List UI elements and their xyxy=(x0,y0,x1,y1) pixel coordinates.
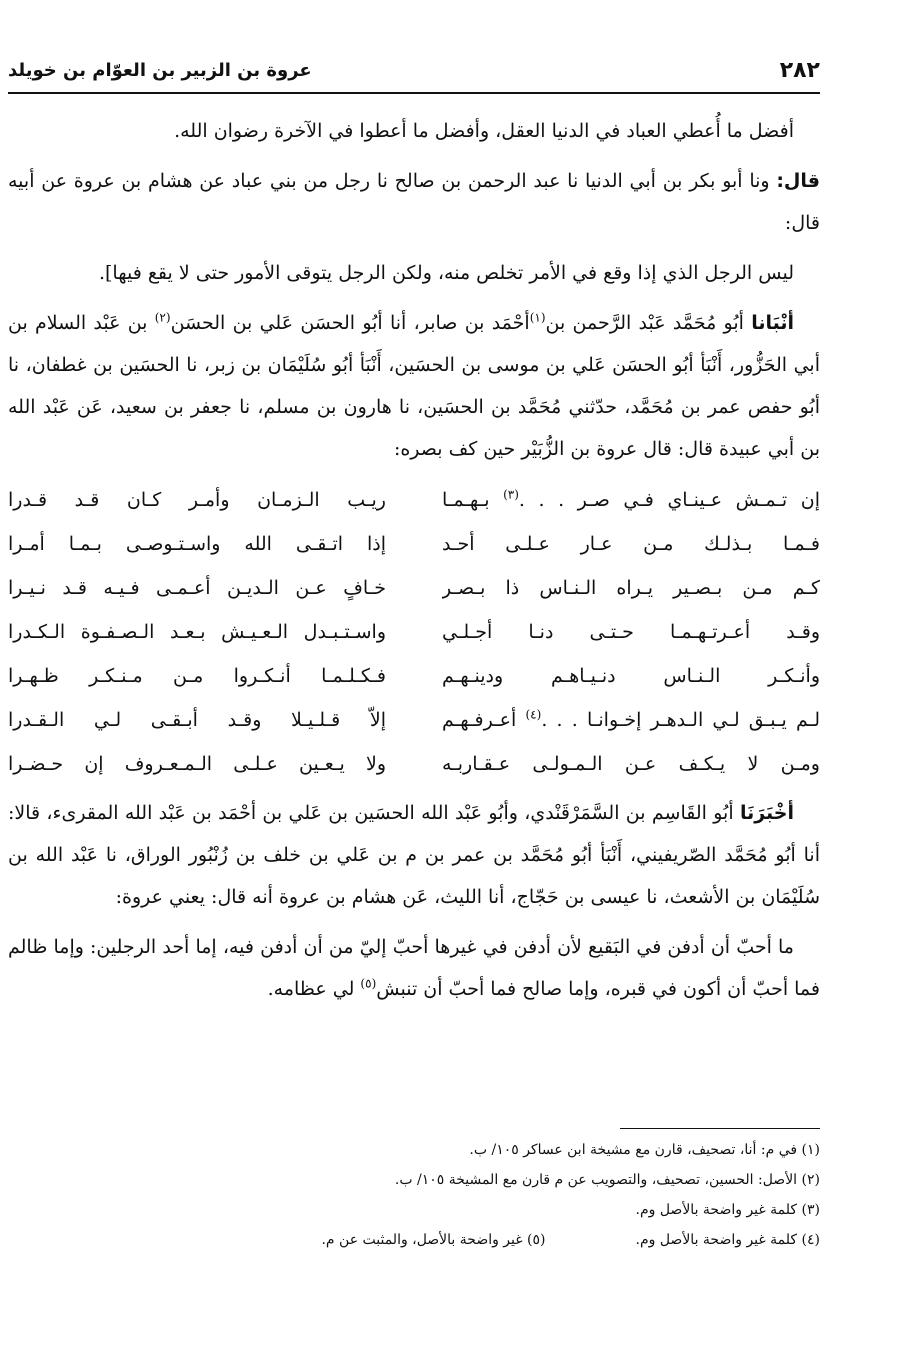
footnote-divider xyxy=(620,1128,820,1129)
footnote-row xyxy=(8,1225,820,1255)
poem-verse xyxy=(8,522,820,566)
paragraph-6 xyxy=(8,926,820,1010)
paragraph-2 xyxy=(8,160,820,244)
poem-verse xyxy=(8,610,820,654)
footnotes xyxy=(8,1128,820,1255)
verse-first-hemistich xyxy=(442,478,820,522)
paragraph-1 xyxy=(8,110,820,152)
footnote-number: (١) xyxy=(801,1142,820,1158)
footnote xyxy=(8,1165,820,1195)
verse-first-hemistich xyxy=(442,698,820,742)
footnote-number: (٥) xyxy=(527,1232,546,1248)
paragraph-text: أحْمَد بن صابر، أنا أبُو الحسَن عَلي بن الحسَن xyxy=(170,312,530,334)
verse-second-hemistich: ولا يـعـين عـلـى الـمـعـروف إن حـضـرا xyxy=(8,753,386,775)
footnote-number: (٤) xyxy=(801,1232,820,1248)
page-number: ٢٨٢ xyxy=(779,58,820,83)
paragraph-5 xyxy=(8,792,820,918)
main-text xyxy=(8,110,820,1018)
footnote-ref[interactable]: (٤) xyxy=(525,707,542,722)
verse-second-hemistich: خـافٍ عـن الـديـن أعـمـى فـيـه قـد نـيـرا xyxy=(8,577,386,599)
verse-first-hemistich: كـم مـن بـصـير يـراه الـنـاس ذا بـصـر xyxy=(442,577,820,599)
footnote-number: (٣) xyxy=(801,1202,820,1218)
footnote-text: في م: أنا، تصحيف، قارن مع مشيخة ابن عساكر ١٠٥/ ب. xyxy=(469,1142,798,1158)
poem-verse xyxy=(8,478,820,522)
paragraph-lead: أنْبَانا xyxy=(751,312,794,334)
running-title: عروة بن الزبير بن العوّام بن خويلد xyxy=(8,60,312,81)
footnote xyxy=(8,1195,820,1225)
footnote-ref[interactable]: (٥) xyxy=(360,976,377,991)
footnote-text: الأصل: الحسين، تصحيف، والتصويب عن م قارن مع المشيخة ١٠٥/ ب. xyxy=(394,1172,798,1188)
footnote xyxy=(8,1135,820,1165)
verse-second-hemistich: إذا اتـقـى الله واسـتـوصـى بـمـا أمـرا xyxy=(8,533,386,555)
paragraph-4 xyxy=(8,302,820,470)
paragraph-text: أبُو مُحَمَّد عَبْد الرَّحمن بن xyxy=(545,312,752,334)
verse-first-hemistich: فـمـا بـذلـك مـن عـار عـلـى أحـد xyxy=(442,533,820,555)
hemistich-text: لـم يـبـق لـي الـدهـر إخـوانـا . . . xyxy=(541,709,820,731)
footnote-number: (٢) xyxy=(801,1172,820,1188)
footnote-ref[interactable]: (٢) xyxy=(154,310,171,325)
verse-second-hemistich: ريـب الـزمـان وأمـر كـان قـد قـدرا xyxy=(8,489,386,511)
paragraph-lead: قال: xyxy=(776,170,820,192)
verse-first-hemistich: ومـن لا يـكـف عـن الـمـولـى عـقـاربـه xyxy=(442,753,820,775)
hemistich-text: إن تـمـش عـينـاي فـي صـر . . . xyxy=(518,489,820,511)
paragraph-3 xyxy=(8,252,820,294)
poem xyxy=(8,478,820,786)
paragraph-text: أبُو القَاسِم بن السَّمَرْقَنْدي، وأبُو عَبْد الله الحسَين بن عَلي بن أحْمَد بن عَبْد الله المقرىء، قالا: أنا أبُو مُحَمَّد الصّريفيني، أَنْبَأ أبُو مُحَمَّد بن عمر بن م بن عَلي بن خلف بن زُنْبُور الوراق، نا عَبْد الله بن سُلَيْمَان بن الأشعث، نا عيسى بن حَجّاج، أنا الليث، عَن هشام بن عروة أنه قال: يعني عروة: xyxy=(8,802,820,908)
paragraph-lead: أخْبَرَنَا xyxy=(739,802,794,824)
poem-verse xyxy=(8,698,820,742)
footnote-text: كلمة غير واضحة بالأصل وم. xyxy=(635,1232,798,1248)
hemistich-text: بـهـمـا xyxy=(442,489,504,511)
paragraph-text: ونا أبو بكر بن أبي الدنيا نا عبد الرحمن بن صالح نا رجل من بني عباد عن هشام بن عروة عن أبيه قال: xyxy=(8,170,820,234)
footnote xyxy=(636,1225,821,1255)
verse-second-hemistich: فـكـلـمـا أنـكـروا مـن مـنـكـر ظـهـرا xyxy=(8,665,386,687)
paragraph-text: لي عظامه. xyxy=(267,978,361,1000)
verse-second-hemistich: واسـتـبـدل الـعـيـش بـعـد الـصـفـوة الـكـدرا xyxy=(8,621,386,643)
paragraph-text: بن عَبْد السلام بن أبي الحَزُّور، أَنْبَأ أبُو الحسَن عَلي بن موسى بن الحسَين، أَنْبَأ أبُو سُلَيْمَان بن زبر، نا الحسَين بن غطفان، نا أبُو حفص عمر بن مُحَمَّد، حدّثني مُحَمَّد بن الحسَين، نا هارون بن مسلم، نا جعفر بن سعيد، عَن عَبْد الله بن أبي عبيدة قال: قال عروة بن الزُّبَيْر حين كف بصره: xyxy=(8,312,820,460)
running-header xyxy=(8,58,820,94)
paragraph-text: ليس الرجل الذي إذا وقع في الأمر تخلص منه، ولكن الرجل يتوقى الأمور حتى لا يقع فيها]. xyxy=(98,262,794,284)
footnote-text: كلمة غير واضحة بالأصل وم. xyxy=(635,1202,798,1218)
hemistich-text: أعـرفـهـم xyxy=(442,709,526,731)
paragraph-text: ما أحبّ أن أدفن في البَقيع لأن أدفن في غيرها أحبّ إليّ من أن أدفن فيه، إما أحد الرجلين: وإما ظالم فما أحبّ أن أكون في قبره، وإما صالح فما أحبّ أن تنبش xyxy=(8,936,820,1000)
verse-second-hemistich: إلاّ قـلـيـلا وقـد أبـقـى لـي الـقـدرا xyxy=(8,709,386,731)
footnote-ref[interactable]: (٣) xyxy=(503,487,519,502)
poem-verse xyxy=(8,654,820,698)
verse-first-hemistich: وقـد أعـرتـهـمـا حـتـى دنـا أجـلـي xyxy=(442,621,820,643)
verse-first-hemistich: وأنـكـر الـنـاس دنـيـاهـم ودينـهـم xyxy=(442,665,820,687)
footnote-ref[interactable]: (١) xyxy=(529,310,546,325)
poem-verse xyxy=(8,742,820,786)
poem-verse xyxy=(8,566,820,610)
footnote xyxy=(321,1225,545,1255)
footnote-text: غير واضحة بالأصل، والمثبت عن م. xyxy=(321,1232,523,1248)
paragraph-text: أفضل ما أُعطي العباد في الدنيا العقل، وأفضل ما أعطوا في الآخرة رضوان الله. xyxy=(174,120,794,142)
